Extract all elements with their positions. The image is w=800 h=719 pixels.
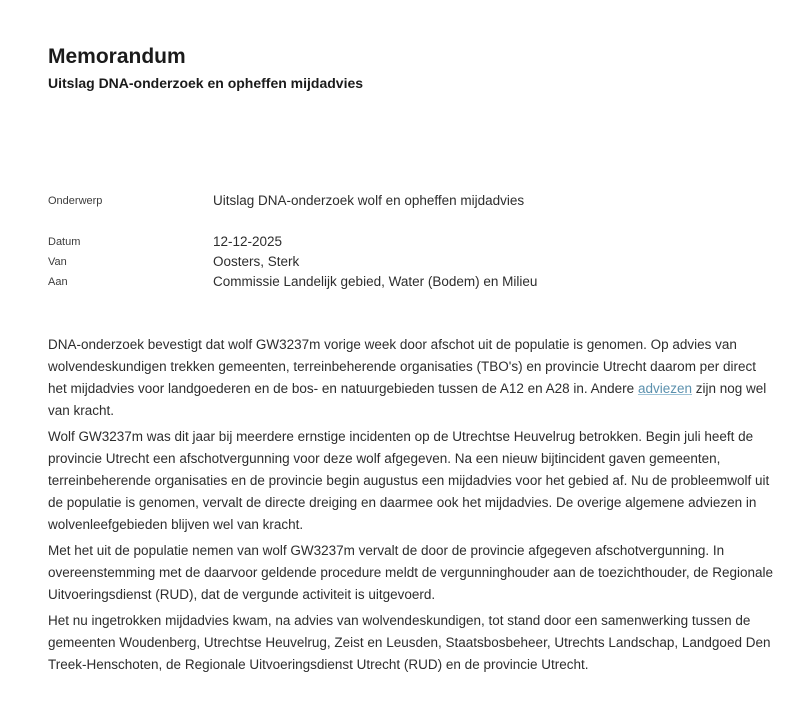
meta-label-aan: Aan bbox=[48, 276, 68, 288]
paragraph-1 bbox=[48, 334, 778, 422]
meta-value-van: Oosters, Sterk bbox=[213, 254, 300, 269]
paragraph-3: Met het uit de populatie nemen van wolf GW3237m vervalt de door de provincie afgegeven afschotvergunning. In overeenstemming met de daarvoor geldende procedure meldt de vergunninghouder aan de toezichthouder, de Regionale Uitvoeringsdienst (RUD), dat de vergunde activiteit is uitgevoerd. bbox=[48, 543, 773, 602]
meta-label-datum: Datum bbox=[48, 236, 81, 248]
adviezen-link[interactable]: adviezen bbox=[637, 381, 692, 396]
paragraph-4: Het nu ingetrokken mijdadvies kwam, na advies van wolvendeskundigen, tot stand door een samenwerking tussen de gemeenten Woudenberg, Utrechtse Heuvelrug, Zeist en Leusden, Staatsbosbeheer, Utrechts Landschap, Landgoed Den Treek-Henschoten, de Regionale Uitvoeringsdienst Utrecht (RUD) en de provincie Utrecht. bbox=[48, 613, 771, 672]
meta-value-onderwerp: Uitslag DNA-onderzoek wolf en opheffen mijdadvies bbox=[213, 193, 525, 208]
meta-value-datum: 12-12-2025 bbox=[213, 234, 283, 249]
meta-label-onderwerp: Onderwerp bbox=[48, 195, 103, 207]
meta-row-aan bbox=[48, 272, 778, 292]
meta-table bbox=[48, 191, 778, 292]
meta-label-van: Van bbox=[48, 256, 67, 268]
meta-row-onderwerp bbox=[48, 191, 778, 211]
meta-value-aan: Commissie Landelijk gebied, Water (Bodem) en Milieu bbox=[213, 274, 538, 289]
paragraph-2: Wolf GW3237m was dit jaar bij meerdere ernstige incidenten op de Utrechtse Heuvelrug betrokken. Begin juli heeft de provincie Utrecht een afschotvergunning voor deze wolf afgegeven. Na een nieuw bijtincident gaven gemeenten, terreinbeherende organisaties en de provincie begin augustus een mijdadvies voor het gebied af. Nu de probleemwolf uit de populatie is genomen, vervalt de directe dreiging en daarmee ook het mijdadvies. De overige algemene adviezen in wolvenleefgebieden blijven wel van kracht. bbox=[48, 429, 770, 532]
paragraph-1-text-after-link: zijn nog wel van kracht. bbox=[48, 381, 767, 418]
meta-row-van bbox=[48, 252, 778, 272]
memo-body bbox=[48, 334, 778, 676]
page-title: Memorandum bbox=[48, 45, 186, 68]
paragraph-1-text: DNA-onderzoek bevestigt dat wolf GW3237m vorige week door afschot uit de populatie is genomen. Op advies van wolvendeskundigen trekken gemeenten, terreinbeherende organisaties (TBO's) en provincie Utrecht daarom per direct het mijdadvies voor landgoederen en de bos- en natuurgebieden tussen de A12 en A28 in. Andere bbox=[48, 337, 756, 396]
page-subtitle: Uitslag DNA-onderzoek en opheffen mijdadvies bbox=[48, 75, 364, 91]
meta-row-datum bbox=[48, 232, 778, 252]
